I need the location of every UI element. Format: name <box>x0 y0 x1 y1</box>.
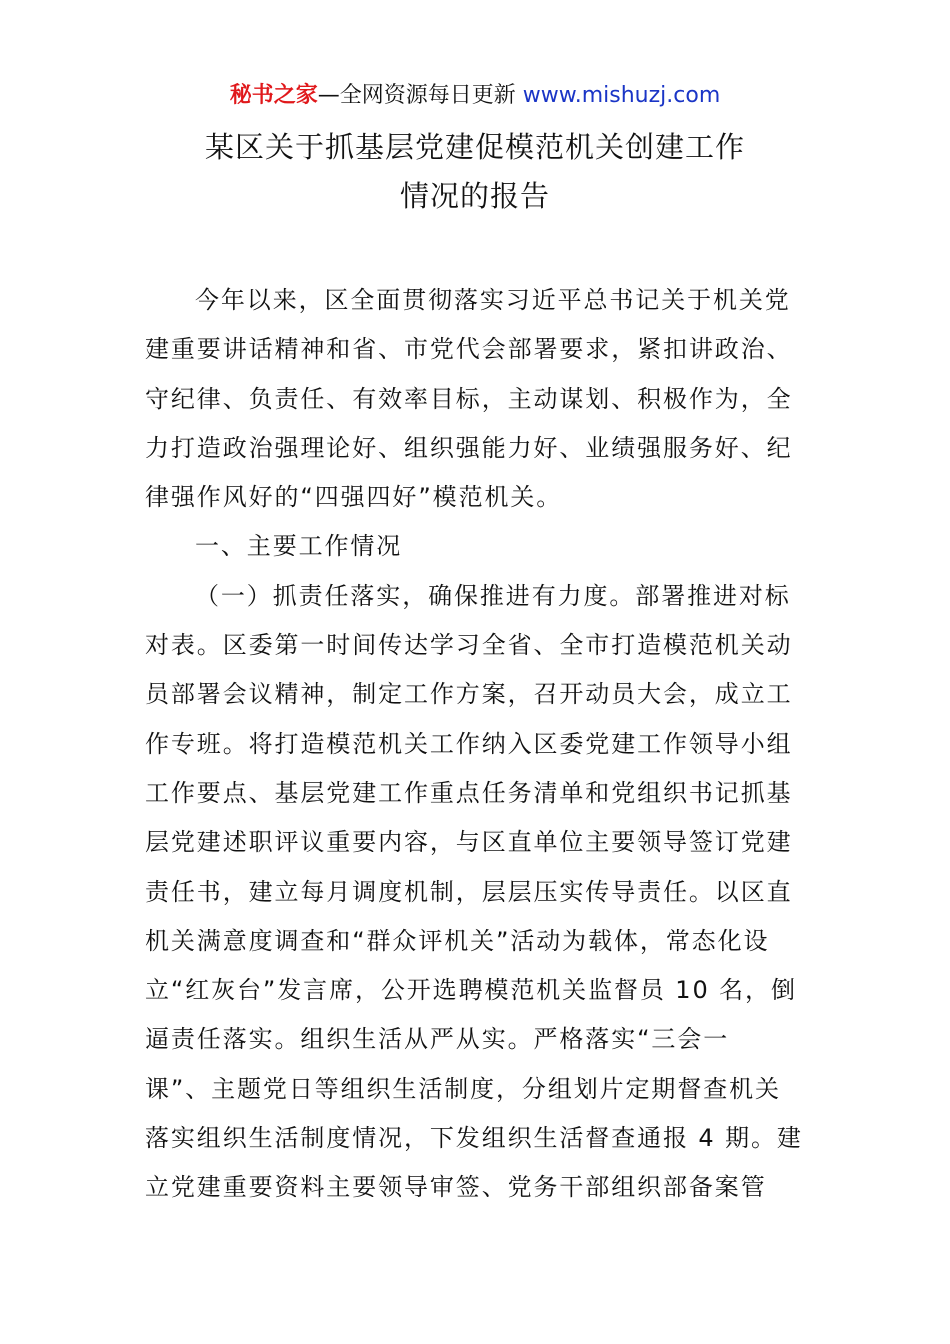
site-brand: 秘书之家 <box>229 83 318 108</box>
paragraph-line: 落实组织生活制度情况，下发组织生活督查通报 4 期。建 <box>145 1124 803 1153</box>
paragraph-line: 立“红灰台”发言席，公开选聘模范机关监督员 10 名，倒 <box>145 976 797 1005</box>
document-title-line-2: 情况的报告 <box>399 179 550 213</box>
paragraph-line: 今年以来，区全面贯彻落实习近平总书记关于机关党 <box>195 286 791 314</box>
site-tagline: —全网资源每日更新 <box>317 83 516 108</box>
document-body <box>145 276 825 1213</box>
paragraph-line: 责任书，建立每月调度机制，层层压实传导责任。以区直 <box>145 877 793 906</box>
paragraph-line: 层党建述职评议重要内容，与区直单位主要领导签订党建 <box>145 828 793 857</box>
paragraph-line: 作专班。将打造模范机关工作纳入区委党建工作领导小组 <box>145 729 793 758</box>
paragraph-line: 对表。区委第一时间传达学习全省、全市打造模范机关动 <box>145 631 793 660</box>
paragraph-line: 守纪律、负责任、有效率目标，主动谋划、积极作为，全 <box>145 384 793 413</box>
paragraph-line: 员部署会议精神，制定工作方案，召开动员大会，成立工 <box>145 680 793 709</box>
section-heading: 一、主要工作情况 <box>195 532 403 561</box>
site-url-link[interactable]: www.mishuzj.com <box>522 83 721 108</box>
site-header <box>0 80 950 112</box>
paragraph-line: 逼责任落实。组织生活从严从实。严格落实“三会一 <box>145 1025 730 1054</box>
paragraph-line: 建重要讲话精神和省、市党代会部署要求，紧扣讲政治、 <box>145 335 793 364</box>
paragraph-line: 机关满意度调查和“群众评机关”活动为载体，常态化设 <box>145 926 770 955</box>
paragraph-line: 力打造政治强理论好、组织强能力好、业绩强服务好、纪 <box>145 433 793 462</box>
paragraph-line: 律强作风好的“四强四好”模范机关。 <box>145 483 563 512</box>
paragraph-line: （一）抓责任落实，确保推进有力度。部署推进对标 <box>195 581 791 610</box>
paragraph-line: 课”、主题党日等组织生活制度，分组划片定期督查机关 <box>145 1074 781 1103</box>
paragraph-line: 工作要点、基层党建工作重点任务清单和党组织书记抓基 <box>145 778 793 807</box>
document-title-line-1: 某区关于抓基层党建促模范机关创建工作 <box>204 130 745 164</box>
paragraph-line: 立党建重要资料主要领导审签、党务干部组织部备案管 <box>145 1173 767 1202</box>
